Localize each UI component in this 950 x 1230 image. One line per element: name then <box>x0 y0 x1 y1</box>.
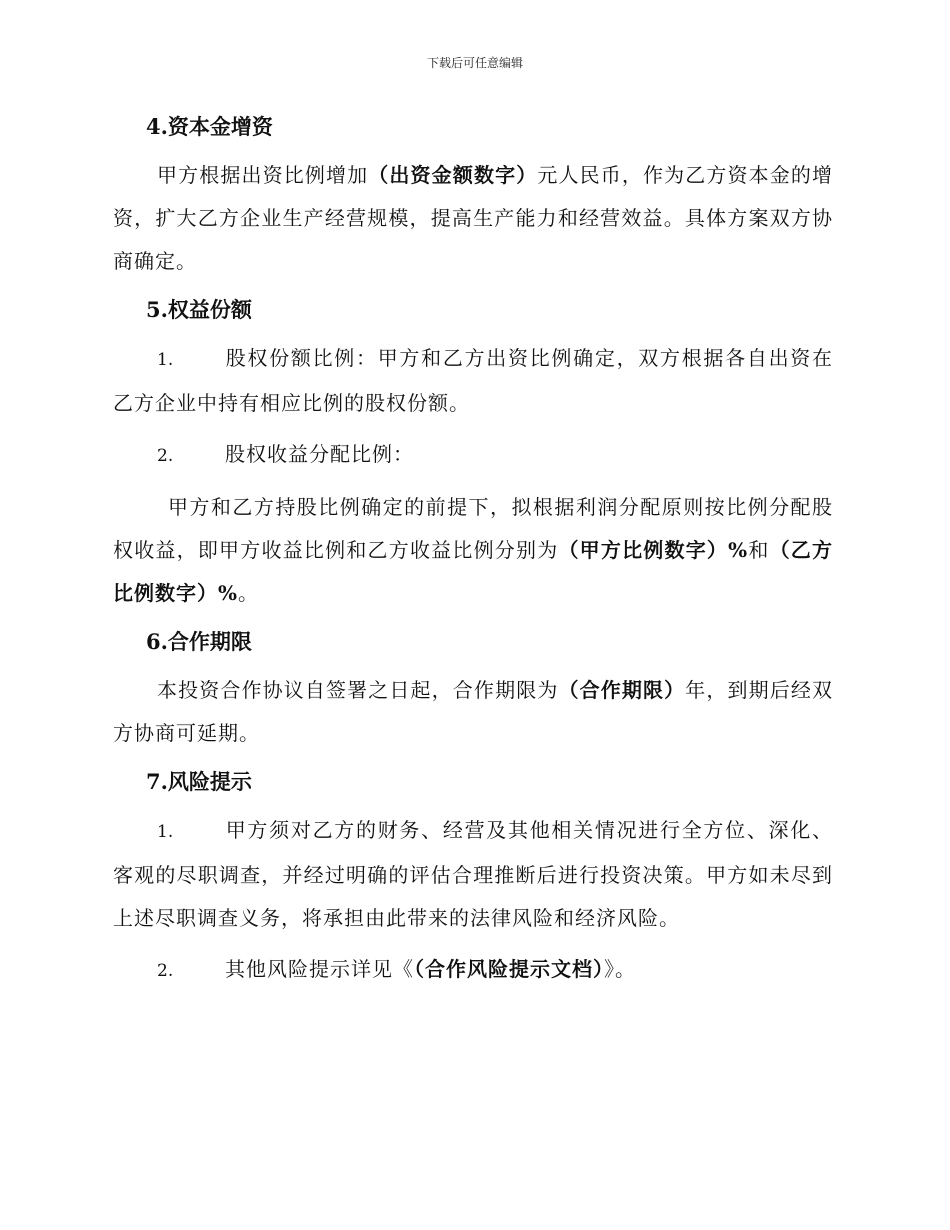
section-4-paragraph <box>113 154 833 283</box>
cooperation-term-placeholder: （合作期限） <box>558 678 686 702</box>
section-4-title: 4.资本金增资 <box>146 114 273 139</box>
party-b-ratio-placeholder: （乙方比例数字）% <box>113 538 834 605</box>
section-6-text-a: 本投资合作协议自签署之日起，合作期限为 <box>157 678 559 702</box>
section-7-title: 7.风险提示 <box>146 769 252 794</box>
item-text: 股权收益分配比例： <box>225 442 414 466</box>
section-5-item-1 <box>113 337 833 425</box>
item-number: 1. <box>157 350 174 370</box>
section-5-paragraph <box>113 486 833 615</box>
section-5-text-e: 。 <box>238 581 260 605</box>
section-7-item-2 <box>113 948 833 993</box>
party-a-ratio-placeholder: （甲方比例数字）% <box>558 538 749 562</box>
section-5-item-2 <box>113 433 833 478</box>
item-number: 2. <box>157 446 174 466</box>
section-5-text-a: 甲方和乙方持股比例确定的前提下，拟根据利润分配原则按比例分配股权收益，即甲方收益比例和乙方收益比例分别为 <box>113 495 833 562</box>
section-6-text-c: 年，到期后经双方协商可延期。 <box>113 678 834 745</box>
section-4-text-a: 甲方根据出资比例增加 <box>157 163 369 187</box>
capital-amount-placeholder: （出资金额数字） <box>368 163 538 187</box>
item-text: 甲方须对乙方的财务、经营及其他相关情况进行全方位、深化、客观的尽职调查，并经过明确的评估合理推断后进行投资决策。甲方如未尽到上述尽职调查义务，将承担由此带来的法律风险和经济风险。 <box>113 818 833 930</box>
section-6-paragraph <box>113 669 833 755</box>
item-text-c: 》。 <box>604 957 636 981</box>
section-5-title: 5.权益份额 <box>146 297 252 322</box>
page-header: 下载后可任意编辑 <box>426 56 523 70</box>
risk-document-placeholder: （合作风险提示文档） <box>414 957 604 981</box>
section-5-text-c: 和 <box>748 538 770 562</box>
section-4-text-c: 元人民币，作为乙方资本金的增资，扩大乙方企业生产经营规模，提高生产能力和经营效益。具体方案双方协商确定。 <box>113 163 834 273</box>
item-text-a: 其他风险提示详见《 <box>225 957 414 981</box>
document-body <box>113 108 833 993</box>
section-6-title: 6.合作期限 <box>146 629 252 654</box>
section-7-item-1 <box>113 809 833 940</box>
item-number: 2. <box>157 961 174 981</box>
item-number: 1. <box>157 822 174 842</box>
item-text: 股权份额比例：甲方和乙方出资比例确定，双方根据各自出资在乙方企业中持有相应比例的股权份额。 <box>113 346 833 415</box>
